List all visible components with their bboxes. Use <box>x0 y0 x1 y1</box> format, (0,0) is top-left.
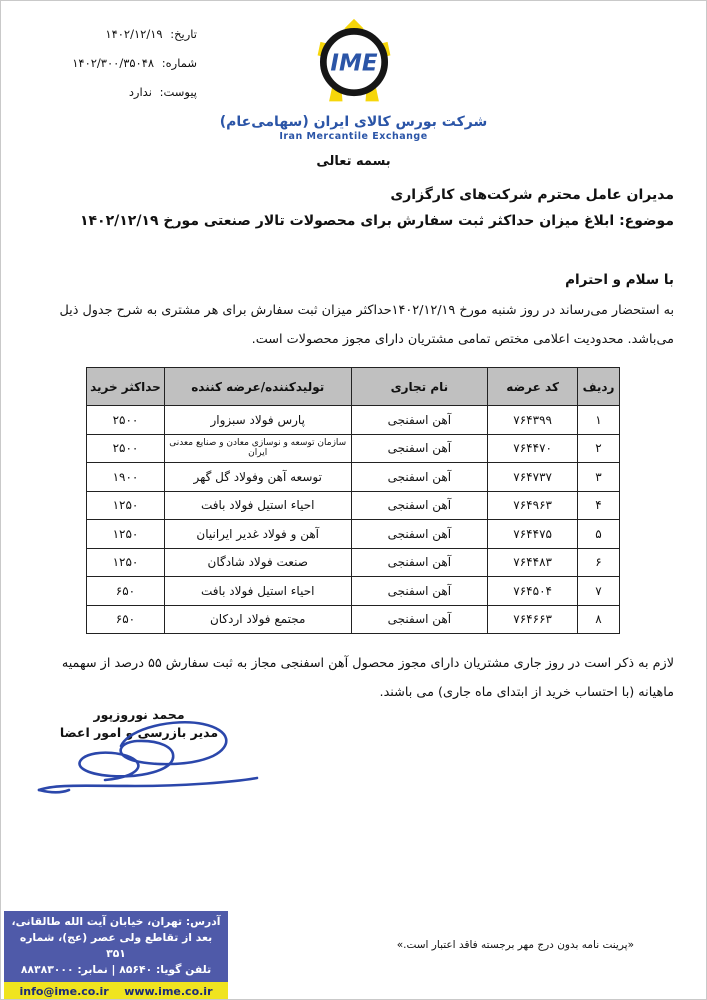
svg-text:IME: IME <box>329 50 378 77</box>
cell-max-buy: ۶۵۰ <box>87 577 165 606</box>
cell-row-no: ۶ <box>578 548 620 577</box>
cell-trade-name: آهن اسفنجی <box>351 491 488 520</box>
footer-website: www.ime.co.ir <box>124 984 213 998</box>
cell-max-buy: ۱۲۵۰ <box>87 548 165 577</box>
table-row <box>87 605 620 634</box>
cell-code: ۷۶۴۴۸۳ <box>488 548 578 577</box>
stamp-validity-note: «پرینت نامه بدون درج مهر برجسته فاقد اعتبار است.» <box>396 939 634 951</box>
cell-trade-name: آهن اسفنجی <box>351 605 488 634</box>
date-value: ۱۴۰۲/۱۲/۱۹ <box>105 27 163 41</box>
cell-code: ۷۶۴۷۳۷ <box>488 463 578 492</box>
cell-code: ۷۶۴۴۷۰ <box>488 434 578 463</box>
footer-contact-box <box>4 911 228 1000</box>
cell-row-no: ۴ <box>578 491 620 520</box>
cell-code: ۷۶۴۵۰۴ <box>488 577 578 606</box>
date-label: تاریخ: <box>170 27 197 41</box>
cell-producer: آهن و فولاد غدیر ایرانیان <box>164 520 351 549</box>
recipient-line: مدیران عامل محترم شرکت‌های کارگزاری <box>390 187 674 203</box>
cell-trade-name: آهن اسفنجی <box>351 463 488 492</box>
cell-max-buy: ۲۵۰۰ <box>87 406 165 435</box>
header-producer: تولیدکننده/عرضه کننده <box>164 368 351 406</box>
body-paragraph: به استحضار می‌رساند در روز شنبه مورخ ۱۴۰۲/۱۲/۱۹حداکثر میزان ثبت سفارش برای هر مشتری به شرح جدول ذیل می‌باشد. محدودیت اعلامی مختص تمامی مشتریان دارای مجوز محصولات است. <box>59 303 674 347</box>
table-row <box>87 548 620 577</box>
table-row <box>87 463 620 492</box>
salutation-line: با سلام و احترام <box>565 272 674 288</box>
header-trade-name: نام تجاری <box>351 368 488 406</box>
table-row <box>87 491 620 520</box>
cell-max-buy: ۲۵۰۰ <box>87 434 165 463</box>
header-row-no: ردیف <box>578 368 620 406</box>
cell-producer: سازمان توسعه و نوسازی معادن و صنایع معدنی ایران <box>164 434 351 463</box>
cell-code: ۷۶۴۳۹۹ <box>488 406 578 435</box>
cell-code: ۷۶۴۹۶۳ <box>488 491 578 520</box>
number-value: ۱۴۰۲/۳۰۰/۳۵۰۴۸ <box>72 56 155 70</box>
footer-address <box>4 911 228 982</box>
cell-code: ۷۶۴۴۷۵ <box>488 520 578 549</box>
address-line-3: تلفن گویا: ۸۵۶۴۰ | نمابر: ۸۸۳۸۳۰۰۰ <box>20 963 212 976</box>
cell-row-no: ۲ <box>578 434 620 463</box>
address-line-1: آدرس: تهران، خیابان آیت الله طالقانی، <box>11 915 221 928</box>
cell-producer: احیاء استیل فولاد بافت <box>164 491 351 520</box>
table-header-row <box>87 368 620 406</box>
address-line-2: بعد از تقاطع ولی عصر (عج)، شماره ۳۵۱ <box>19 931 213 960</box>
ime-logo-icon <box>306 17 402 109</box>
attachment-value: ندارد <box>128 85 152 99</box>
cell-trade-name: آهن اسفنجی <box>351 520 488 549</box>
cell-row-no: ۱ <box>578 406 620 435</box>
table-row <box>87 434 620 463</box>
cell-producer: احیاء استیل فولاد بافت <box>164 577 351 606</box>
header-code: کد عرضه <box>488 368 578 406</box>
order-limit-table <box>86 367 620 634</box>
brand-name-fa: شرکت بورس کالای ایران (سهامی‌عام) <box>219 114 488 130</box>
cell-max-buy: ۱۲۵۰ <box>87 491 165 520</box>
cell-row-no: ۳ <box>578 463 620 492</box>
subject-line: موضوع: ابلاغ میزان حداکثر ثبت سفارش برای محصولات تالار صنعتی مورخ ۱۴۰۲/۱۲/۱۹ <box>79 213 674 229</box>
cell-trade-name: آهن اسفنجی <box>351 548 488 577</box>
cell-max-buy: ۶۵۰ <box>87 605 165 634</box>
cell-trade-name: آهن اسفنجی <box>351 434 488 463</box>
attachment-label: پیوست: <box>159 85 197 99</box>
header-max-buy: حداکثر خرید <box>87 368 165 406</box>
footer-links-band <box>4 982 228 1000</box>
bismillah-line: بسمه تعالی <box>316 154 391 169</box>
table-row <box>87 406 620 435</box>
table-row <box>87 577 620 606</box>
number-label: شماره: <box>161 56 197 70</box>
cell-max-buy: ۱۹۰۰ <box>87 463 165 492</box>
table-row <box>87 520 620 549</box>
cell-row-no: ۷ <box>578 577 620 606</box>
cell-trade-name: آهن اسفنجی <box>351 577 488 606</box>
cell-producer: صنعت فولاد شادگان <box>164 548 351 577</box>
cell-producer: مجتمع فولاد اردکان <box>164 605 351 634</box>
signer-name: محمد نوروزپور <box>93 707 185 722</box>
footer-email: info@ime.co.ir <box>19 984 109 998</box>
cell-max-buy: ۱۲۵۰ <box>87 520 165 549</box>
cell-trade-name: آهن اسفنجی <box>351 406 488 435</box>
cell-producer: پارس فولاد سبزوار <box>164 406 351 435</box>
signature-block <box>53 707 225 740</box>
cell-row-no: ۸ <box>578 605 620 634</box>
ime-logo-block <box>1 17 706 142</box>
brand-name-en: Iran Mercantile Exchange <box>279 131 428 142</box>
cell-row-no: ۵ <box>578 520 620 549</box>
cell-code: ۷۶۴۶۶۳ <box>488 605 578 634</box>
cell-producer: توسعه آهن وفولاد گل گهر <box>164 463 351 492</box>
signer-title: مدیر بازرسی و امور اعضا <box>59 725 219 740</box>
note-paragraph: لازم به ذکر است در روز جاری مشتریان دارای مجوز محصول آهن اسفنجی مجاز به ثبت سفارش ۵۵ درصد از سهمیه ماهیانه (با احتساب خرید از ابتدای ماه جاری) می باشند. <box>61 656 674 700</box>
